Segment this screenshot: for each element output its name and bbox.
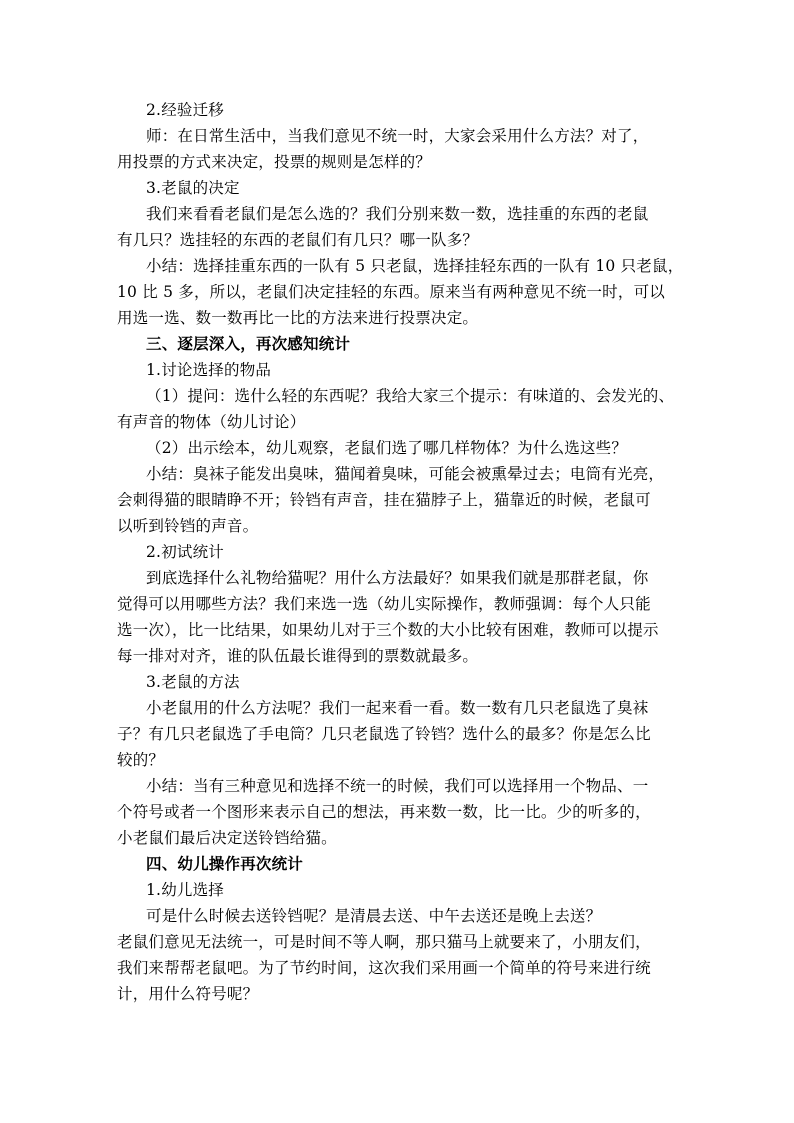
paragraph-line: 我们来看看老鼠们是怎么选的？我们分别来数一数，选挂重的东西的老鼠 xyxy=(146,205,649,223)
section-heading-4: 四、幼儿操作再次统计 xyxy=(146,854,304,873)
paragraph-line: 每一排对对齐，谁的队伍最长谁得到的票数就最多。 xyxy=(117,647,479,665)
paragraph-line: 个符号或者一个图形来表示自己的想法，再来数一数，比一比。少的听多的， xyxy=(117,803,651,821)
paragraph-line: 我们来帮帮老鼠吧。为了节约时间，这次我们采用画一个简单的符号来进行统 xyxy=(117,959,651,977)
paragraph-line: 觉得可以用哪些方法？我们来选一选（幼儿实际操作，教师强调：每个人只能 xyxy=(117,595,651,613)
paragraph-line: 子？有几只老鼠选了手电筒？几只老鼠选了铃铛？选什么的最多？你是怎么比 xyxy=(117,725,651,743)
paragraph-line: 小结：当有三种意见和选择不统一的时候，我们可以选择用一个物品、一 xyxy=(146,777,649,795)
paragraph-line: 计，用什么符号呢？ xyxy=(117,985,259,1003)
subheading-discuss-items: 1.讨论选择的物品 xyxy=(146,361,272,379)
paragraph-line: 到底选择什么礼物给猫呢？用什么方法最好？如果我们就是那群老鼠，你 xyxy=(146,569,649,587)
paragraph-line: （2）出示绘本，幼儿观察，老鼠们选了哪几样物体？为什么选这些？ xyxy=(146,439,628,457)
subheading-mice-decision: 3.老鼠的决定 xyxy=(146,179,240,197)
paragraph-line: 小老鼠用的什么方法呢？我们一起来看一看。数一数有几只老鼠选了臭袜 xyxy=(146,699,649,717)
paragraph-line: 有几只？选挂轻的东西的老鼠们有几只？哪一队多？ xyxy=(117,231,479,249)
paragraph-line: 选一次），比一比结果，如果幼儿对于三个数的大小比较有困难，教师可以提示 xyxy=(117,621,659,639)
paragraph-line: 小老鼠们最后决定送铃铛给猫。 xyxy=(117,829,337,847)
paragraph-line: 老鼠们意见无法统一，可是时间不等人啊，那只猫马上就要来了，小朋友们， xyxy=(117,933,651,951)
paragraph-line: 以听到铃铛的声音。 xyxy=(117,517,259,535)
paragraph-line: 较的？ xyxy=(117,751,165,769)
subheading-child-choice: 1.幼儿选择 xyxy=(146,881,224,899)
subheading-first-statistics: 2.初试统计 xyxy=(146,543,224,561)
subheading-mice-method: 3.老鼠的方法 xyxy=(146,673,240,691)
paragraph-line: 师：在日常生活中，当我们意见不统一时，大家会采用什么方法？对了， xyxy=(146,127,649,145)
paragraph-line: 小结：臭袜子能发出臭味，猫闻着臭味，可能会被熏晕过去；电筒有光亮， xyxy=(146,465,665,483)
subheading-experience-transfer: 2.经验迁移 xyxy=(146,101,224,119)
paragraph-line: 有声音的物体（幼儿讨论） xyxy=(117,413,306,431)
paragraph-line: 可是什么时候去送铃铛呢？是清晨去送、中午去送还是晚上去送？ xyxy=(146,907,602,925)
paragraph-line: 用选一选、数一数再比一比的方法来进行投票决定。 xyxy=(117,309,479,327)
section-heading-3: 三、逐层深入，再次感知统计 xyxy=(146,334,351,353)
paragraph-line: 用投票的方式来决定，投票的规则是怎样的？ xyxy=(117,153,432,171)
paragraph-line: （1）提问：选什么轻的东西呢？我给大家三个提示：有味道的、会发光的、 xyxy=(146,387,675,405)
paragraph-line: 小结：选择挂重东西的一队有 5 只老鼠，选择挂轻东西的一队有 10 只老鼠， xyxy=(146,257,684,275)
paragraph-line: 会刺得猫的眼睛睁不开；铃铛有声音，挂在猫脖子上，猫靠近的时候，老鼠可 xyxy=(117,491,651,509)
paragraph-line: 10 比 5 多，所以，老鼠们决定挂轻的东西。原来当有两种意见不统一时，可以 xyxy=(117,283,665,301)
